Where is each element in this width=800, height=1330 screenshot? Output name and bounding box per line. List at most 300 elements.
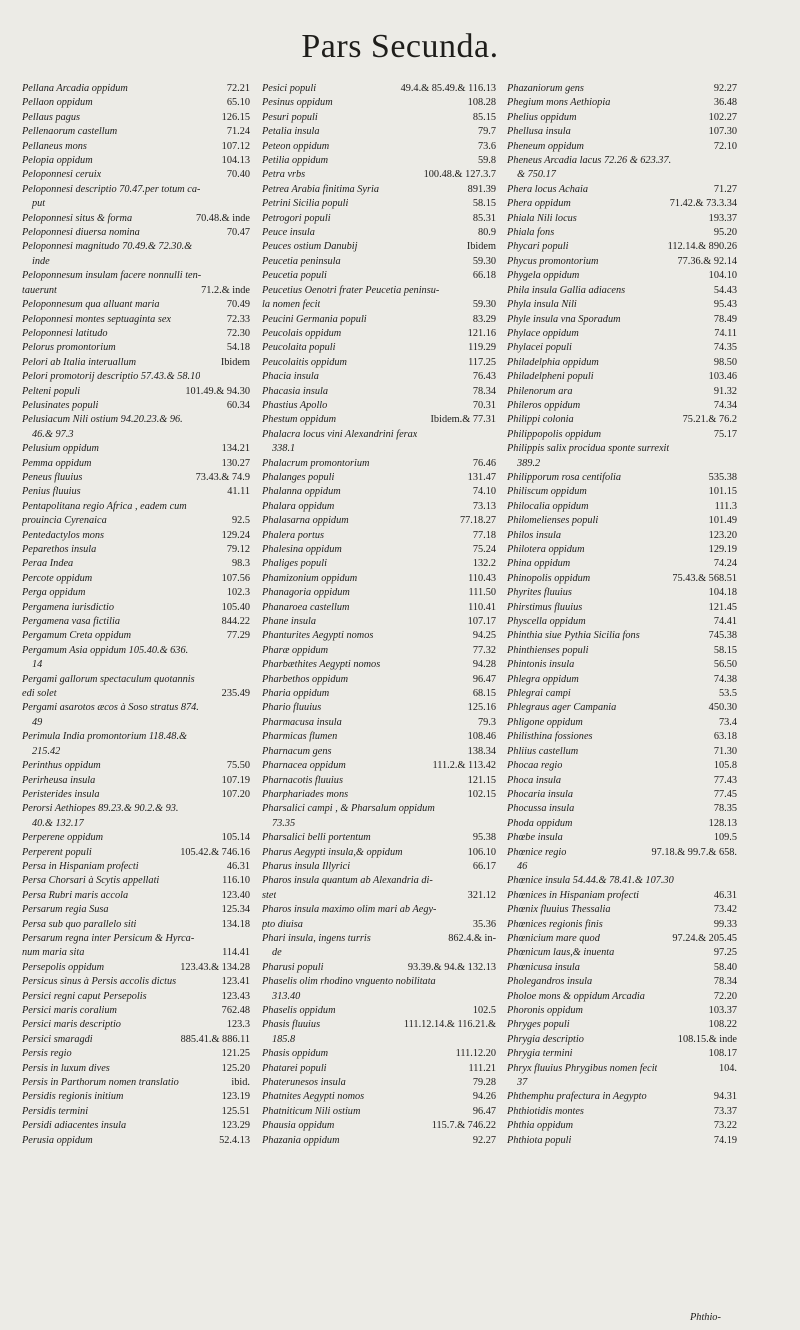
entry-reference: 59.30 — [472, 255, 496, 267]
entry-term: Pharphariades mons — [262, 788, 349, 800]
entry-reference: 125.16 — [467, 702, 496, 714]
entry-term: Phrygia descriptio — [507, 1033, 584, 1045]
entry-term: Phatnites Aegypti nomos — [262, 1091, 365, 1103]
entry-reference: 110.41 — [468, 601, 496, 613]
entry-reference: 74.11 — [714, 327, 737, 339]
index-entry-continuation: & 750.17 — [517, 169, 556, 181]
index-entry — [262, 500, 496, 514]
entry-reference: 101.15 — [708, 486, 737, 498]
entry-reference: 99.33 — [713, 918, 737, 930]
index-entry — [507, 341, 737, 355]
entry-term: Petilia oppidum — [262, 155, 329, 167]
index-entry-continuation: 215.42 — [32, 745, 61, 757]
index-entry — [262, 385, 496, 399]
index-entry-continuation: 185.8 — [272, 1033, 296, 1045]
index-entry — [22, 975, 250, 989]
index-entry — [507, 125, 737, 139]
entry-reference: 74.10 — [472, 486, 496, 498]
index-entry — [22, 442, 250, 456]
index-entry — [507, 601, 737, 615]
entry-reference: 72.30 — [226, 327, 250, 339]
entry-term: Pharæ oppidum — [262, 644, 329, 656]
entry-reference: 77.18.27 — [459, 515, 496, 527]
entry-term: Phaselis olim rhodino vnguento nobilitata — [262, 976, 436, 988]
index-column-3 — [507, 82, 737, 1148]
entry-reference: 75.43.& 568.51 — [672, 572, 737, 584]
index-entry — [507, 442, 737, 456]
entry-term: Phina oppidum — [507, 558, 571, 570]
entry-reference: 123.41 — [221, 976, 250, 988]
entry-reference: 108.28 — [467, 97, 496, 109]
index-entry — [22, 125, 250, 139]
entry-term: Phlegraus ager Campania — [507, 702, 617, 714]
entry-reference: 35.36 — [472, 918, 496, 930]
entry-term: Phryx fluuius Phrygibus nomen fecit — [507, 1062, 658, 1074]
entry-term: Phyle insula vna Sporadum — [507, 313, 621, 325]
entry-term: Pelteni populi — [22, 385, 81, 397]
entry-term: Phatniticum Nili ostium — [262, 1105, 361, 1117]
entry-term: Peteon oppidum — [262, 140, 330, 152]
index-entry-continuation: 46.& 97.3 — [32, 428, 74, 440]
entry-term: Phyla insula Nili — [507, 299, 577, 311]
index-entry — [22, 226, 250, 240]
index-entry — [22, 572, 250, 586]
index-entry — [507, 946, 737, 960]
index-entry — [507, 385, 737, 399]
entry-term: Persicus sinus à Persis accolis dictus — [22, 976, 177, 988]
entry-reference: 95.38 — [472, 832, 496, 844]
index-entry — [262, 1090, 496, 1104]
entry-reference: 75.17 — [713, 428, 737, 440]
entry-term: Pharus insula Illyrici — [262, 860, 351, 872]
entry-term: Pergamena vasa fictilia — [22, 616, 120, 628]
entry-reference: 111.21 — [468, 1062, 496, 1074]
entry-reference: 105.40 — [221, 601, 250, 613]
entry-reference: 75.24 — [472, 544, 496, 555]
index-entry — [262, 529, 496, 543]
entry-reference: 94.26 — [472, 1091, 496, 1103]
index-entry — [507, 572, 737, 586]
entry-reference: 123.29 — [221, 1120, 250, 1132]
entry-term: Pharnacum gens — [262, 745, 332, 757]
index-entry — [22, 356, 250, 370]
entry-term: pto diuisa — [262, 918, 303, 930]
entry-reference: 106.10 — [467, 846, 496, 858]
index-entry — [22, 96, 250, 110]
entry-term: Phaterunesos insula — [262, 1077, 346, 1089]
index-entry — [22, 514, 250, 528]
entry-term: Phryges populi — [507, 1019, 570, 1031]
entry-term: Phœnicum laus,& inuenta — [507, 947, 615, 959]
entry-term: Phoda oppidum — [507, 817, 573, 829]
entry-term: Philadelpheni populi — [507, 371, 594, 383]
entry-term: Phiala Nili locus — [507, 212, 577, 224]
entry-reference: 891.39 — [467, 183, 496, 195]
index-entry — [262, 298, 496, 312]
entry-reference: 72.33 — [226, 313, 250, 325]
entry-term: Pholoe mons & oppidum Arcadia — [507, 990, 645, 1002]
entry-reference: 92.27 — [713, 83, 737, 94]
index-entry — [22, 831, 250, 845]
index-entry — [262, 802, 496, 816]
index-entry — [262, 197, 496, 211]
index-entry — [507, 716, 737, 730]
index-entry — [262, 1119, 496, 1133]
entry-term: Phœnices in Hispaniam profecti — [507, 889, 640, 901]
index-column-2 — [262, 82, 496, 1148]
entry-reference: 76.43 — [472, 371, 496, 383]
entry-term: Peloponnesum qua alluant maria — [22, 299, 160, 311]
entry-reference: 85.15 — [472, 111, 496, 123]
index-entry — [262, 399, 496, 413]
entry-reference: 95.20 — [713, 227, 737, 239]
entry-term: Pharusi populi — [262, 961, 324, 973]
entry-reference: 36.48 — [713, 97, 737, 109]
entry-term: Peloponnesi magnitudo 70.49.& 72.30.& — [22, 241, 193, 253]
index-entry — [262, 687, 496, 701]
entry-reference: 121.45 — [708, 601, 737, 613]
index-entry — [22, 327, 250, 341]
index-entry — [22, 543, 250, 557]
entry-term: Phinopolis oppidum — [507, 572, 591, 584]
index-entry — [262, 471, 496, 485]
entry-reference: 92.5 — [231, 515, 250, 527]
entry-term: la nomen fecit — [262, 299, 321, 311]
entry-reference: 54.43 — [713, 284, 737, 296]
entry-term: Persidi adiacentes insula — [22, 1120, 127, 1132]
entry-reference: 103.37 — [708, 1005, 737, 1016]
entry-term: Pellaon oppidum — [22, 97, 93, 109]
entry-reference: 75.21.& 76.2 — [682, 414, 737, 426]
index-entry — [22, 774, 250, 788]
index-entry — [262, 1062, 496, 1076]
entry-reference: 73.43.& 74.9 — [195, 471, 250, 483]
entry-reference: 83.29 — [472, 313, 496, 325]
entry-reference: 97.25 — [713, 947, 737, 959]
entry-reference: 74.41 — [713, 616, 737, 628]
entry-reference: 77.18 — [472, 529, 496, 541]
entry-term: Phasis oppidum — [262, 1048, 329, 1060]
entry-term: Phthia oppidum — [507, 1120, 574, 1132]
index-entry — [22, 212, 250, 226]
entry-reference: 53.5 — [718, 688, 737, 700]
entry-term: Persici regni caput Persepolis — [22, 990, 147, 1002]
index-entry — [22, 140, 250, 154]
entry-reference: 97.24.& 205.45 — [672, 932, 737, 944]
entry-term: Perperene oppidum — [22, 832, 104, 844]
index-entry — [22, 961, 250, 975]
entry-reference: 117.25 — [468, 356, 496, 368]
entry-reference: 78.49 — [713, 313, 737, 325]
index-entry — [22, 500, 250, 514]
entry-reference: 95.43 — [713, 299, 737, 311]
index-entry-continuation: 37 — [517, 1077, 528, 1089]
entry-term: Perga oppidum — [22, 587, 86, 599]
index-entry — [262, 730, 496, 744]
index-entry — [22, 485, 250, 499]
entry-reference: 107.56 — [221, 572, 250, 584]
entry-term: Phalara oppidum — [262, 500, 335, 512]
entry-term: Peucolais oppidum — [262, 327, 342, 339]
index-entry — [262, 1047, 496, 1061]
index-entry — [507, 557, 737, 571]
entry-term: Philotera oppidum — [507, 544, 585, 555]
index-entry — [22, 918, 250, 932]
entry-term: Pergamum Asia oppidum 105.40.& 636. — [22, 644, 189, 656]
entry-reference: 108.17 — [708, 1048, 737, 1060]
index-entry — [507, 788, 737, 802]
entry-term: Persarum regna inter Persicum & Hyrca- — [22, 932, 195, 944]
index-entry — [507, 529, 737, 543]
entry-reference: 103.46 — [708, 371, 737, 383]
entry-reference: 73.37 — [713, 1105, 737, 1117]
index-entry — [507, 961, 737, 975]
index-entry — [262, 846, 496, 860]
entry-term: Persa sub quo parallelo siti — [22, 918, 137, 930]
index-entry — [22, 802, 250, 816]
entry-term: Peucini Germania populi — [262, 313, 367, 325]
index-entry — [22, 1004, 250, 1018]
entry-reference: 102.15 — [467, 788, 496, 800]
index-entry — [262, 183, 496, 197]
entry-reference: 73.6 — [477, 140, 496, 152]
entry-reference: 78.34 — [713, 976, 737, 988]
entry-term: Perperent populi — [22, 846, 92, 858]
entry-reference: 125.34 — [221, 904, 250, 916]
entry-reference: 116.10 — [222, 875, 250, 887]
index-entry — [22, 687, 250, 701]
index-entry — [22, 586, 250, 600]
page-title: Pars Secunda. — [301, 28, 499, 65]
entry-term: Peloponnesi ceruix — [22, 169, 102, 181]
index-entry — [507, 745, 737, 759]
index-entry-continuation: de — [272, 947, 282, 959]
entry-reference: 85.31 — [472, 212, 496, 224]
entry-reference: 68.15 — [472, 688, 496, 700]
index-entry — [22, 240, 250, 254]
index-entry — [507, 327, 737, 341]
index-entry — [507, 658, 737, 672]
index-entry — [22, 1018, 250, 1032]
index-entry — [507, 615, 737, 629]
index-entry-continuation: 313.40 — [272, 990, 301, 1002]
entry-reference: 79.12 — [226, 544, 250, 555]
entry-reference: 126.15 — [221, 111, 250, 123]
index-entry — [22, 1105, 250, 1119]
index-entry — [22, 932, 250, 946]
index-entry — [262, 168, 496, 182]
entry-term: Phalasarna oppidum — [262, 515, 349, 527]
entry-reference: 104.10 — [708, 270, 737, 282]
entry-term: Pelori ab Italia interuallum — [22, 356, 137, 368]
entry-term: Phatarei populi — [262, 1062, 327, 1074]
entry-term: Phaselis oppidum — [262, 1005, 336, 1016]
index-entry — [22, 1047, 250, 1061]
entry-term: Pergamena iurisdictio — [22, 601, 114, 613]
entry-term: Persarum regia Susa — [22, 904, 109, 916]
entry-term: Phari insula, ingens turris — [262, 932, 371, 944]
entry-reference: 76.46 — [472, 457, 496, 469]
index-entry — [262, 629, 496, 643]
entry-reference: 102.3 — [226, 587, 250, 599]
index-entry — [22, 183, 250, 197]
entry-reference: 70.49 — [226, 299, 250, 311]
entry-reference: 123.40 — [221, 889, 250, 901]
index-entry — [262, 1134, 496, 1148]
index-entry — [262, 514, 496, 528]
entry-reference: 885.41.& 886.11 — [180, 1033, 250, 1045]
entry-term: Pesinus oppidum — [262, 97, 333, 109]
entry-term: Pheneus Arcadia lacus 72.26 & 623.37. — [507, 155, 672, 167]
index-entry — [262, 831, 496, 845]
index-entry — [507, 802, 737, 816]
index-entry — [22, 557, 250, 571]
entry-reference: 134.21 — [221, 443, 250, 455]
entry-reference: 56.50 — [713, 659, 737, 671]
index-entry — [22, 111, 250, 125]
index-entry — [507, 82, 737, 96]
index-entry — [507, 284, 737, 298]
entry-reference: 128.13 — [708, 817, 737, 829]
entry-reference: 46.31 — [713, 889, 737, 901]
entry-reference: 105.8 — [713, 760, 737, 772]
entry-term: Phamizonium oppidum — [262, 572, 358, 584]
entry-reference: 138.34 — [467, 745, 496, 757]
entry-reference: 101.49.& 94.30 — [185, 385, 250, 397]
entry-term: Persa Rubri maris accola — [22, 889, 129, 901]
index-entry-continuation: 40.& 132.17 — [32, 817, 84, 829]
index-entry — [262, 961, 496, 975]
index-entry — [22, 471, 250, 485]
entry-reference: 96.47 — [472, 673, 496, 685]
entry-term: Peloponnesi descriptio 70.47.per totum ca- — [22, 183, 201, 195]
entry-term: edi solet — [22, 688, 57, 700]
entry-term: Pholegandros insula — [507, 976, 593, 988]
entry-reference: 72.21 — [226, 83, 250, 94]
entry-term: Petrea Arabia finitima Syria — [262, 183, 379, 195]
entry-term: Phalanna oppidum — [262, 486, 341, 498]
entry-term: Phazaniorum gens — [507, 83, 584, 94]
index-entry — [262, 557, 496, 571]
index-entry — [507, 197, 737, 211]
entry-term: Phelius oppidum — [507, 111, 577, 123]
entry-term: Pellana Arcadia oppidum — [22, 83, 128, 94]
entry-term: Pharia oppidum — [262, 688, 330, 700]
entry-term: Peneus fluuius — [22, 471, 83, 483]
entry-term: Phocaria insula — [507, 788, 574, 800]
entry-term: Pharsalici belli portentum — [262, 832, 371, 844]
index-entry — [262, 140, 496, 154]
entry-reference: 70.31 — [472, 399, 496, 411]
entry-term: Pharos insula quantum ab Alexandria di- — [262, 875, 433, 887]
index-entry — [22, 413, 250, 427]
index-entry — [262, 111, 496, 125]
index-entry — [507, 990, 737, 1004]
index-entry — [22, 341, 250, 355]
index-entry — [22, 385, 250, 399]
index-entry — [22, 788, 250, 802]
index-entry — [507, 629, 737, 643]
entry-term: Percote oppidum — [22, 572, 93, 584]
index-entry — [262, 356, 496, 370]
entry-term: Peristerides insula — [22, 788, 100, 800]
index-entry — [262, 1105, 496, 1119]
index-entry — [507, 212, 737, 226]
entry-term: Pentedactylos mons — [22, 529, 105, 541]
entry-term: Pellaneus mons — [22, 140, 87, 152]
entry-reference: 111.12.20 — [455, 1048, 496, 1060]
entry-term: Pharos insula maximo olim mari ab Aegy- — [262, 904, 437, 916]
entry-term: Phocussa insula — [507, 803, 575, 815]
entry-term: Persici smaragdi — [22, 1033, 93, 1045]
index-entry — [262, 428, 496, 442]
entry-term: Philippi colonia — [507, 414, 574, 426]
entry-reference: 107.12 — [221, 140, 250, 152]
entry-reference: 130.27 — [221, 457, 250, 469]
entry-term: num maria sita — [22, 947, 85, 959]
index-entry — [262, 269, 496, 283]
entry-reference: 70.48.& inde — [195, 212, 250, 224]
entry-term: Phintonis insula — [507, 659, 575, 671]
entry-term: Phazania oppidum — [262, 1134, 340, 1146]
entry-term: Phacia insula — [262, 371, 319, 383]
entry-term: Philocalia oppidum — [507, 500, 589, 512]
entry-term: Phoca insula — [507, 774, 562, 786]
entry-term: Phœnicium mare quod — [507, 932, 600, 944]
entry-term: Philisthina fossiones — [507, 731, 593, 743]
entry-reference: 108.22 — [708, 1019, 737, 1031]
index-entry — [507, 543, 737, 557]
index-entry — [22, 889, 250, 903]
index-entry — [22, 1076, 250, 1090]
index-entry — [22, 946, 250, 960]
entry-term: Penius fluuius — [22, 486, 81, 498]
entry-term: Philippopolis oppidum — [507, 428, 602, 440]
index-entry — [262, 586, 496, 600]
entry-term: Phario fluuius — [262, 702, 322, 714]
entry-reference: 125.51 — [221, 1105, 250, 1117]
entry-term: Phinthienses populi — [507, 644, 589, 656]
entry-term: Pelopia oppidum — [22, 155, 93, 167]
entry-term: Pemma oppidum — [22, 457, 92, 469]
entry-term: Peloponnesum insulam facere nonnulli ten- — [22, 270, 202, 282]
index-entry — [22, 601, 250, 615]
entry-reference: 74.38 — [713, 673, 737, 685]
entry-reference: 71.24 — [226, 126, 250, 138]
index-entry — [22, 1134, 250, 1148]
entry-reference: 77.36.& 92.14 — [677, 255, 737, 267]
index-entry — [22, 1062, 250, 1076]
entry-term: Phylacei populi — [507, 342, 572, 354]
entry-reference: 73.22 — [713, 1120, 737, 1132]
index-entry — [507, 817, 737, 831]
entry-term: Phœnix fluuius Thessalia — [507, 904, 611, 916]
entry-term: Pharmicas flumen — [262, 731, 338, 743]
index-entry — [507, 1090, 737, 1104]
entry-term: Phasis fluuius — [262, 1019, 321, 1031]
entry-reference: 123.3 — [226, 1019, 250, 1031]
index-entry — [262, 601, 496, 615]
entry-reference: 102.5 — [472, 1005, 496, 1016]
entry-term: Phœbe insula — [507, 832, 563, 844]
entry-reference: 77.32 — [472, 644, 496, 656]
entry-reference: 111.3 — [714, 500, 737, 512]
entry-term: Phrygia termini — [507, 1048, 573, 1060]
entry-term: Peucetia peninsula — [262, 255, 341, 267]
index-column-1 — [22, 82, 250, 1148]
entry-term: Phœnice insula 54.44.& 78.41.& 107.30 — [507, 875, 674, 887]
entry-term: Pergami asarotos æcos à Soso stratus 874. — [22, 702, 199, 714]
